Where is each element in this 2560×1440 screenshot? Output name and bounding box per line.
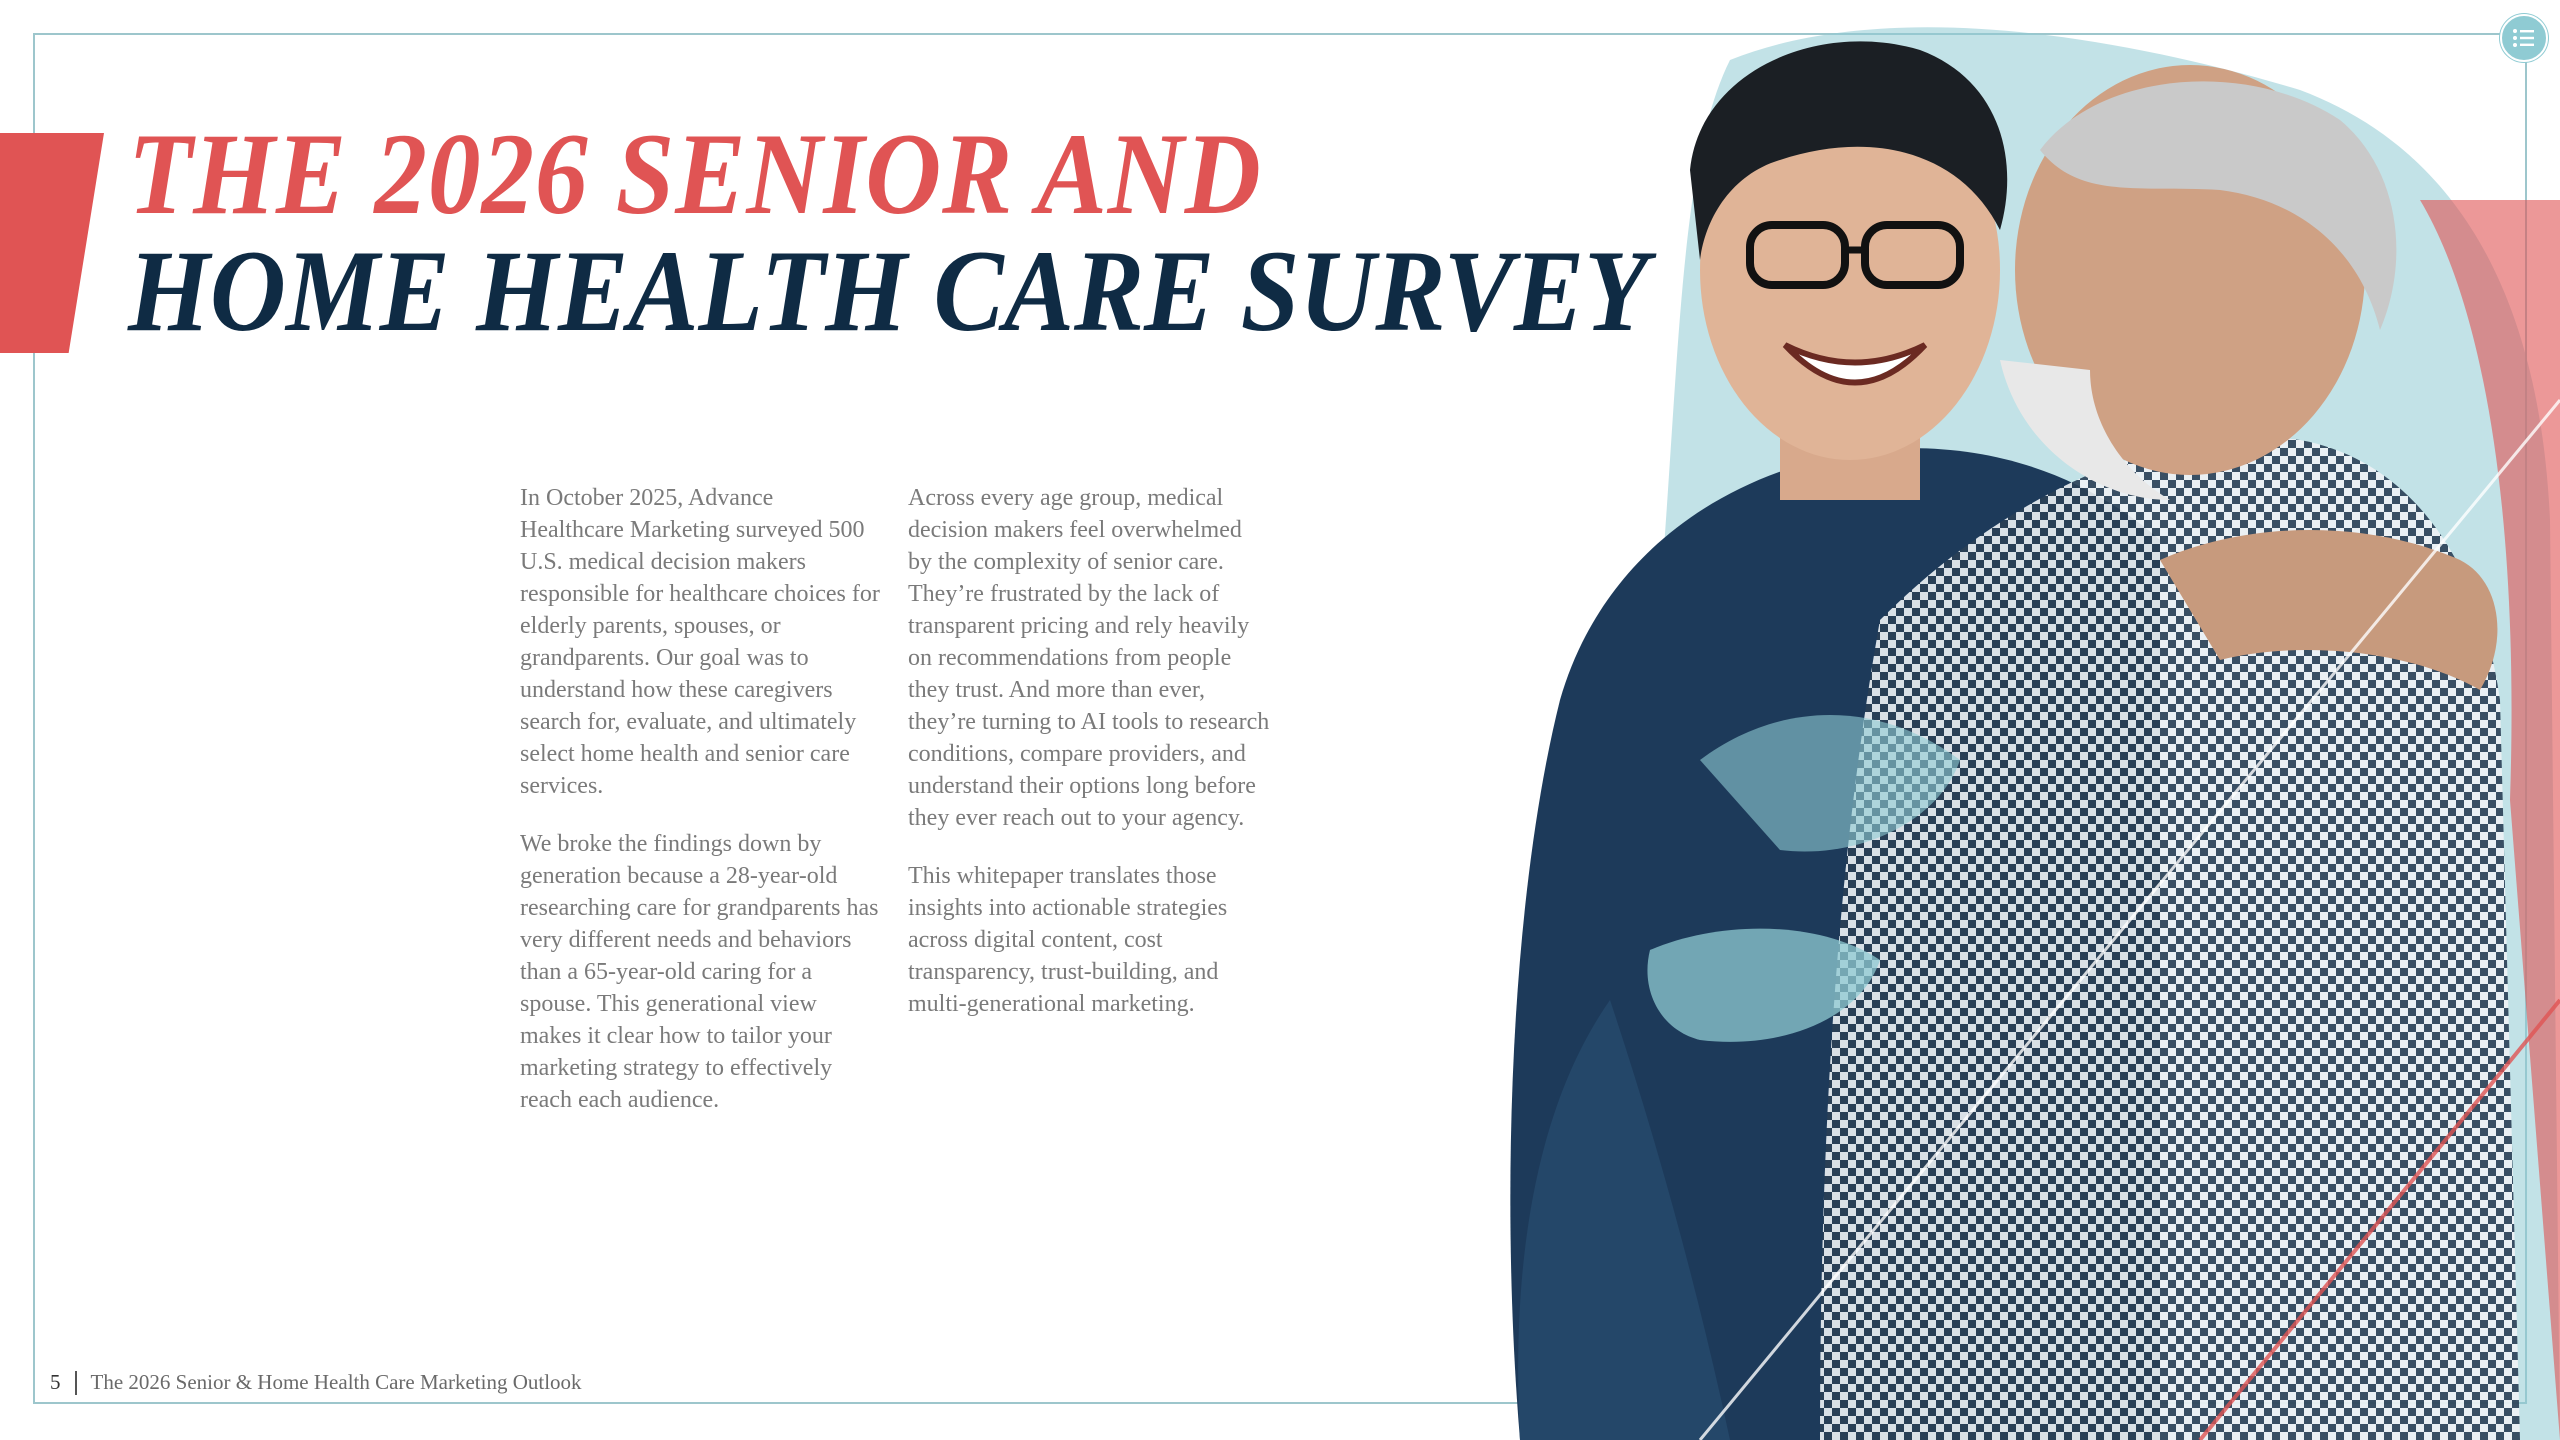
intro-paragraph: Across every age group, medical decision makers feel overwhelmed by the complexity of senior care. They’re frustrated by the lack of transparent pricing and rely heavily on recommendations from people they trust. And more than ever, they’re turning to AI tools to research conditions, compare providers, and understand their options long before they ever reach out to your agency. <box>908 485 1270 831</box>
footer-divider <box>75 1371 77 1395</box>
publication-title: The 2026 Senior & Home Health Care Marketing Outlook <box>90 1370 582 1394</box>
intro-column-right <box>908 482 1270 1046</box>
list-menu-icon[interactable] <box>2500 14 2548 62</box>
intro-paragraph: This whitepaper translates those insights into actionable strategies across digital content, cost transparency, trust-building, and multi-generational marketing. <box>908 863 1228 1017</box>
page-number: 5 <box>50 1370 61 1394</box>
title-line-2: HOME HEALTH CARE SURVEY <box>128 227 1649 356</box>
title-line-1: THE 2026 SENIOR AND <box>128 110 1262 239</box>
two-men-hugging-photo <box>1400 0 2560 1440</box>
intro-paragraph: In October 2025, Advance Healthcare Marketing surveyed 500 U.S. medical decision makers responsible for healthcare choices for elderly parents, spouses, or grandparents. Our goal was to understand how these caregivers search for, evaluate, and ultimately select home health and senior care services. <box>520 485 880 799</box>
page-footer <box>50 1370 582 1395</box>
intro-paragraph: We broke the findings down by generation because a 28-year-old researching care for grandparents has very different needs and behaviors than a 65-year-old caring for a spouse. This generational view makes it clear how to tailor your marketing strategy to effectively reach each audience. <box>520 831 879 1113</box>
intro-column-left <box>520 482 882 1142</box>
